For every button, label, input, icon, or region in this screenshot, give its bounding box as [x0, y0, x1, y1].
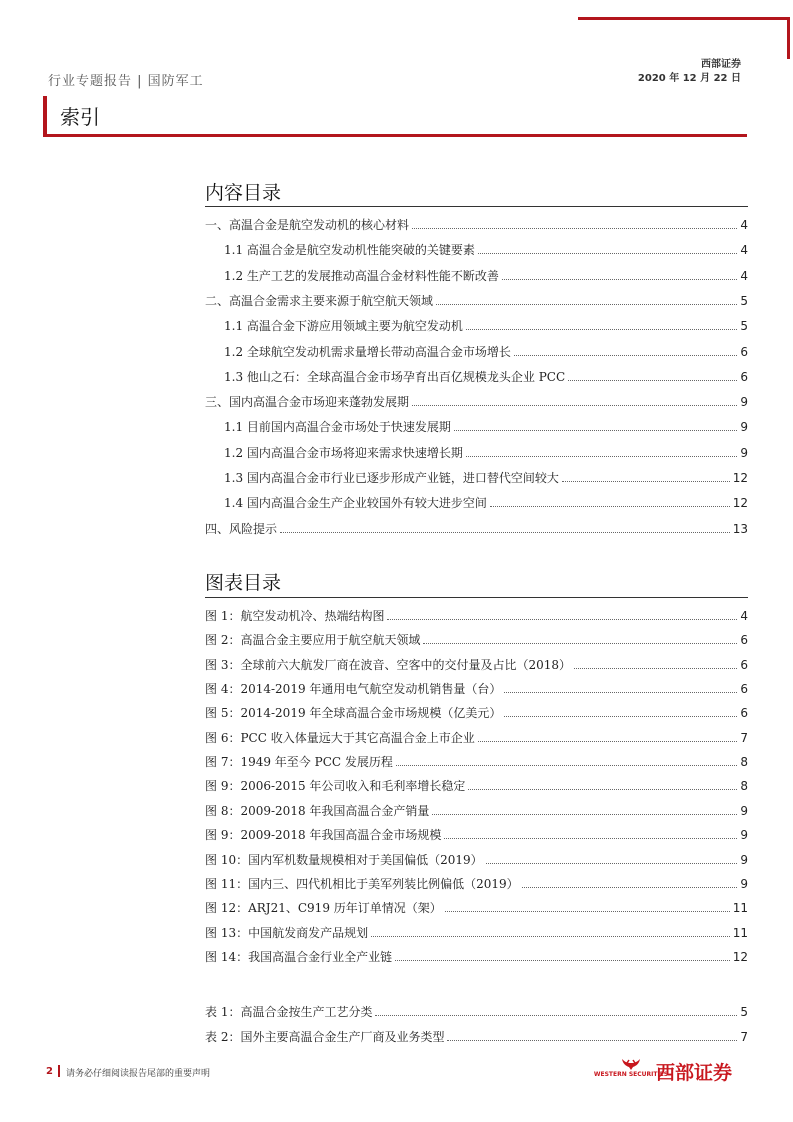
figure-entry[interactable]	[205, 605, 748, 623]
toc-entry-label: 1.3 他山之石：全球高温合金市场孕育出百亿规模龙头企业 PCC	[224, 369, 566, 384]
toc-entry[interactable]	[205, 518, 748, 536]
dot-leader	[280, 532, 730, 533]
figure-entry-page: 12	[732, 949, 748, 964]
toc-entry-page: 9	[740, 395, 748, 410]
toc-entry-label: 1.1 目前国内高温合金市场处于快速发展期	[224, 420, 451, 435]
figure-entry-page: 8	[740, 755, 748, 770]
toc-entry-label: 1.1 高温合金是航空发动机性能突破的关键要素	[224, 243, 475, 258]
figure-entry-page: 6	[740, 706, 748, 721]
dot-leader	[454, 430, 737, 431]
toc-entry-page: 12	[732, 496, 748, 511]
toc-entry-label: 二、高温合金需求主要来源于航空航天领域	[205, 293, 434, 308]
toc-entry[interactable]	[205, 265, 748, 283]
toc-entry[interactable]	[205, 239, 748, 257]
figure-entry-page: 6	[740, 633, 748, 648]
dot-leader	[466, 456, 737, 457]
table-entry-page: 5	[740, 1005, 748, 1019]
figure-entry-page: 11	[732, 925, 748, 940]
toc-entry[interactable]	[205, 391, 748, 409]
table-entry-label: 表 2：国外主要高温合金生产厂商及业务类型	[205, 1030, 445, 1044]
toc-entry-label: 1.2 全球航空发动机需求量增长带动高温合金市场增长	[224, 344, 511, 359]
figure-entry-page: 6	[740, 657, 748, 672]
toc-entry[interactable]	[205, 366, 748, 384]
toc-entry[interactable]	[205, 290, 748, 308]
toc-entry[interactable]	[205, 341, 748, 359]
figure-entry[interactable]	[205, 824, 748, 842]
dot-leader	[375, 1015, 737, 1016]
toc-entry-page: 4	[740, 243, 748, 258]
dot-leader	[468, 789, 737, 790]
figure-entry[interactable]	[205, 849, 748, 867]
figure-entry[interactable]	[205, 775, 748, 793]
index-underline	[43, 134, 747, 137]
dot-leader	[466, 329, 737, 330]
figure-entry[interactable]	[205, 654, 748, 672]
index-accent-bar	[43, 96, 47, 136]
figure-entry-page: 4	[740, 609, 748, 623]
toc-entry-label: 一、高温合金是航空发动机的核心材料	[205, 218, 410, 232]
logo-small-text: WESTERN SECURITIES	[593, 1071, 669, 1078]
dot-leader	[396, 765, 737, 766]
figures-title: 图表目录	[205, 572, 282, 594]
dot-leader	[490, 506, 730, 507]
figure-entry-label: 图 1：航空发动机冷、热端结构图	[205, 609, 385, 623]
header-top-rule	[578, 17, 790, 20]
figure-entry-page: 9	[740, 852, 748, 867]
figure-entry[interactable]	[205, 751, 748, 769]
toc-entry-label: 1.4 国内高温合金生产企业较国外有较大进步空间	[224, 496, 487, 511]
toc-entry-label: 四、风险提示	[205, 521, 278, 536]
report-type: 行业专题报告 | 国防军工	[48, 74, 204, 89]
figure-entry[interactable]	[205, 800, 748, 818]
toc-entry-page: 4	[740, 268, 748, 283]
dot-leader	[504, 716, 737, 717]
toc-entry[interactable]	[205, 315, 748, 333]
dot-leader	[514, 355, 737, 356]
figure-entry-page: 9	[740, 876, 748, 891]
figure-entry[interactable]	[205, 922, 748, 940]
logo-text: 西部证券	[656, 1062, 733, 1084]
figure-entry-label: 图 8：2009-2018 年我国高温合金产销量	[205, 803, 430, 818]
toc-entry[interactable]	[205, 492, 748, 510]
dot-leader	[436, 304, 737, 305]
toc-entry-label: 1.3 国内高温合金市行业已逐步形成产业链，进口替代空间较大	[224, 471, 559, 485]
toc-entry-page: 6	[740, 344, 748, 359]
toc-entry-page: 4	[740, 218, 748, 232]
figure-entry[interactable]	[205, 678, 748, 696]
toc-entry-page: 12	[732, 471, 748, 485]
report-date: 2020 年 12 月 22 日	[637, 73, 741, 84]
figure-entry-label: 图 6：PCC 收入体量远大于其它高温合金上市企业	[205, 730, 475, 745]
figure-entry-page: 7	[740, 730, 748, 745]
dot-leader	[432, 814, 737, 815]
figure-entry-label: 图 9：2009-2018 年我国高温合金市场规模	[205, 828, 442, 843]
figure-entry[interactable]	[205, 897, 748, 915]
figure-entry-label: 图 12：ARJ21、C919 历年订单情况（架）	[205, 901, 442, 916]
dot-leader	[371, 936, 730, 937]
figures-title-rule	[205, 597, 748, 598]
figure-entry-label: 图 2：高温合金主要应用于航空航天领域	[205, 633, 421, 648]
table-entry[interactable]	[205, 1001, 748, 1019]
figure-entry-label: 图 7：1949 年至今 PCC 发展历程	[205, 755, 393, 770]
dot-leader	[522, 887, 738, 888]
footer-notice: 请务必仔细阅读报告尾部的重要声明	[66, 1069, 211, 1079]
toc-entry-label: 1.2 国内高温合金市场将迎来需求快速增长期	[224, 445, 463, 460]
toc-entry-page: 13	[732, 521, 748, 536]
table-entry-label: 表 1：高温合金按生产工艺分类	[205, 1005, 373, 1019]
dot-leader	[478, 253, 737, 254]
dot-leader	[423, 643, 737, 644]
dot-leader	[574, 668, 737, 669]
toc-entry-page: 9	[740, 420, 748, 435]
toc-entry-page: 6	[740, 369, 748, 384]
figure-entry-page: 6	[740, 682, 748, 697]
index-title: 索引	[60, 105, 100, 129]
figure-entry-label: 图 9：2006-2015 年公司收入和毛利率增长稳定	[205, 779, 466, 794]
dot-leader	[445, 911, 730, 912]
dot-leader	[502, 279, 737, 280]
figure-entry[interactable]	[205, 873, 748, 891]
dot-leader	[486, 863, 738, 864]
dot-leader	[395, 960, 730, 961]
toc-entry-page: 5	[740, 293, 748, 308]
figure-entry-page: 8	[740, 779, 748, 794]
dot-leader	[444, 838, 737, 839]
dot-leader	[447, 1040, 737, 1041]
header-corner-rule	[787, 17, 790, 59]
toc-entry-label: 1.1 高温合金下游应用领域主要为航空发动机	[224, 319, 463, 334]
toc-title: 内容目录	[205, 182, 282, 204]
figure-entry-label: 图 11：国内三、四代机相比于美军列装比例偏低（2019）	[205, 876, 519, 891]
dot-leader	[478, 741, 738, 742]
table-entry-page: 7	[740, 1030, 748, 1044]
figure-entry[interactable]	[205, 946, 748, 964]
toc-title-rule	[205, 206, 748, 207]
figure-entry-label: 图 13：中国航发商发产品规划	[205, 925, 369, 940]
toc-entry-label: 1.2 生产工艺的发展推动高温合金材料性能不断改善	[224, 268, 499, 283]
toc-entry[interactable]	[205, 467, 748, 485]
figure-entry[interactable]	[205, 702, 748, 720]
figure-entry-page: 9	[740, 803, 748, 818]
toc-entry-label: 三、国内高温合金市场迎来蓬勃发展期	[205, 395, 410, 410]
table-entry[interactable]	[205, 1026, 748, 1044]
dot-leader	[562, 481, 730, 482]
figure-entry-label: 图 3：全球前六大航发厂商在波音、空客中的交付量及占比（2018）	[205, 657, 571, 672]
header-brand: 西部证券	[701, 59, 741, 70]
footer-separator	[58, 1065, 60, 1077]
toc-entry[interactable]	[205, 442, 748, 460]
figure-entry[interactable]	[205, 727, 748, 745]
toc-entry-page: 5	[740, 319, 748, 334]
figure-entry-label: 图 5：2014-2019 年全球高温合金市场规模（亿美元）	[205, 706, 502, 721]
figure-entry-label: 图 4：2014-2019 年通用电气航空发动机销售量（台）	[205, 682, 502, 697]
figure-entry-page: 9	[740, 828, 748, 843]
western-securities-logo-icon	[593, 1057, 669, 1081]
figure-entry-label: 图 10：国内军机数量规模相对于美国偏低（2019）	[205, 852, 483, 867]
dot-leader	[568, 380, 737, 381]
toc-entry-page: 9	[740, 445, 748, 460]
dot-leader	[387, 619, 737, 620]
figure-entry-label: 图 14：我国高温合金行业全产业链	[205, 949, 393, 964]
dot-leader	[504, 692, 737, 693]
dot-leader	[412, 228, 737, 229]
figure-entry[interactable]	[205, 629, 748, 647]
figure-entry-page: 11	[732, 901, 748, 916]
toc-entry[interactable]	[205, 214, 748, 232]
toc-entry[interactable]	[205, 416, 748, 434]
page-number: 2	[46, 1066, 53, 1077]
dot-leader	[412, 405, 737, 406]
